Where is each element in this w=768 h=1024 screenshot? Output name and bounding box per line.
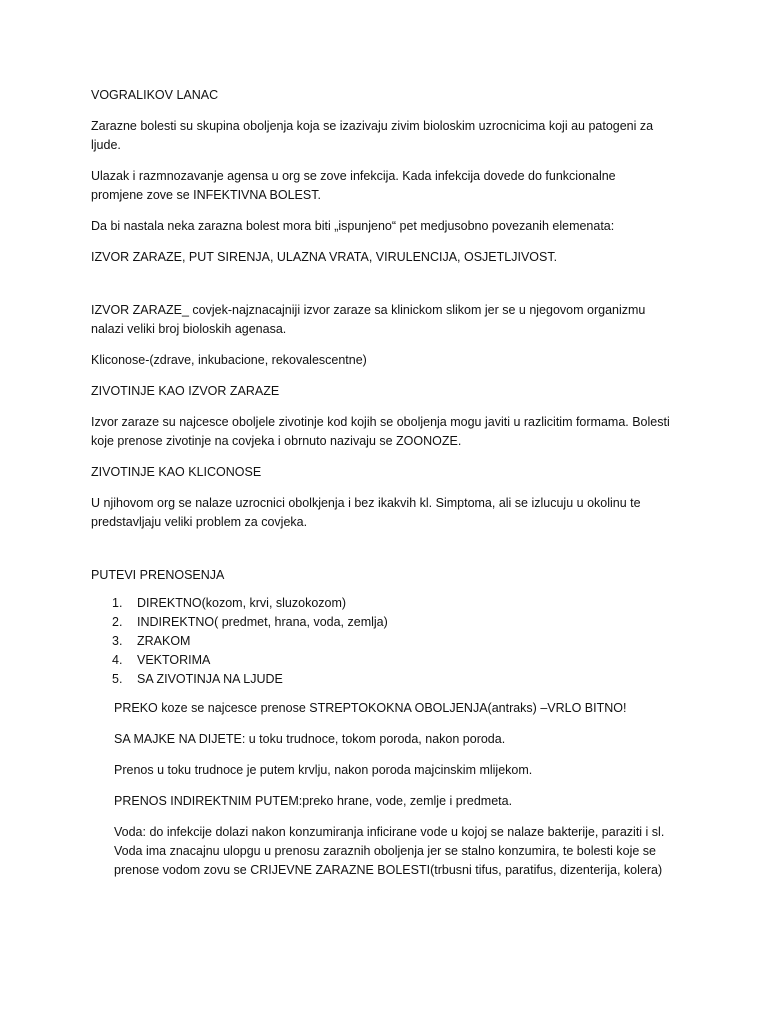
list-item-text: INDIREKTNO( predmet, hrana, voda, zemlja) <box>137 615 388 629</box>
list-item-text: SA ZIVOTINJA NA LJUDE <box>137 672 283 686</box>
paragraph-definition: Zarazne bolesti su skupina oboljenja koja se izazivaju zivim bioloskim uzrocnicima koji au patogeni za ljude. <box>91 119 654 152</box>
paragraph-water: Voda: do infekcije dolazi nakon konzumiranja inficirane vode u kojoj se nalaze bakterije, paraziti i sl. Voda ima znacajnu ulopgu u prenosu zaraznih oboljenja jer se stalno konzumira, te bolesti koje se prenose vodom zovu se CRIJEVNE ZARAZNE BOLESTI(trbusni tifus, paratifus, dizenterija, kolera) <box>114 825 665 877</box>
transmission-ways-list <box>91 594 671 689</box>
list-item-text: ZRAKOM <box>137 634 191 648</box>
list-item-text: DIREKTNO(kozom, krvi, sluzokozom) <box>137 596 347 610</box>
heading-transmission-ways: PUTEVI PRENOSENJA <box>91 568 225 582</box>
heading-animals-source: ZIVOTINJE KAO IZVOR ZARAZE <box>91 384 280 398</box>
paragraph-infection: Ulazak i razmnozavanje agensa u org se zove infekcija. Kada infekcija dovede do funkcionalne promjene zove se INFEKTIVNA BOLEST. <box>91 169 616 202</box>
list-item-number: 5. <box>112 672 123 686</box>
paragraph-skin-transmission: PREKO koze se najcesce prenose STREPTOKOKNA OBOLJENJA(antraks) –VRLO BITNO! <box>114 701 627 715</box>
paragraph-zoonoses: Izvor zaraze su najcesce oboljele zivotinje kod kojih se oboljenja mogu javiti u razlicitim formama. Bolesti koje prenose zivotinje na covjeka i obrnuto nazivaju se ZOONOZE. <box>91 415 670 448</box>
paragraph-five-elements: Da bi nastala neka zarazna bolest mora biti „ispunjeno“ pet medjusobno povezanih elemenata: <box>91 219 615 233</box>
list-item <box>91 613 671 632</box>
paragraph-source-human: IZVOR ZARAZE_ covjek-najznacajniji izvor zaraze sa klinickom slikom jer se u njegovom organizmu nalazi veliki broj bioloskih agenasa. <box>91 303 646 336</box>
spacer <box>91 544 671 566</box>
paragraph-mother-child: SA MAJKE NA DIJETE: u toku trudnoce, tokom poroda, nakon poroda. <box>114 732 506 746</box>
list-item <box>91 670 671 689</box>
paragraph-elements-list: IZVOR ZARAZE, PUT SIRENJA, ULAZNA VRATA, VIRULENCIJA, OSJETLJIVOST. <box>91 250 558 264</box>
list-item-text: VEKTORIMA <box>137 653 211 667</box>
paragraph-indirect-transmission: PRENOS INDIREKTNIM PUTEM:preko hrane, vode, zemlje i predmeta. <box>114 794 513 808</box>
list-item <box>91 594 671 613</box>
document-title: VOGRALIKOV LANAC <box>91 88 219 102</box>
list-item-number: 3. <box>112 634 123 648</box>
paragraph-carriers: Kliconose-(zdrave, inkubacione, rekovalescentne) <box>91 353 367 367</box>
paragraph-animal-carriers: U njihovom org se nalaze uzrocnici obolkjenja i bez ikakvih kl. Simptoma, ali se izlucuju u okolinu te predstavljaju veliki problem za covjeka. <box>91 496 641 529</box>
heading-animals-carriers: ZIVOTINJE KAO KLICONOSE <box>91 465 262 479</box>
document-body <box>91 86 671 892</box>
paragraph-pregnancy-transmission: Prenos u toku trudnoce je putem krvlju, nakon poroda majcinskim mlijekom. <box>114 763 533 777</box>
list-item-number: 1. <box>112 596 123 610</box>
list-item <box>91 651 671 670</box>
list-item-number: 4. <box>112 653 123 667</box>
list-item-number: 2. <box>112 615 123 629</box>
spacer <box>91 279 671 301</box>
list-item <box>91 632 671 651</box>
indented-section <box>91 699 671 880</box>
